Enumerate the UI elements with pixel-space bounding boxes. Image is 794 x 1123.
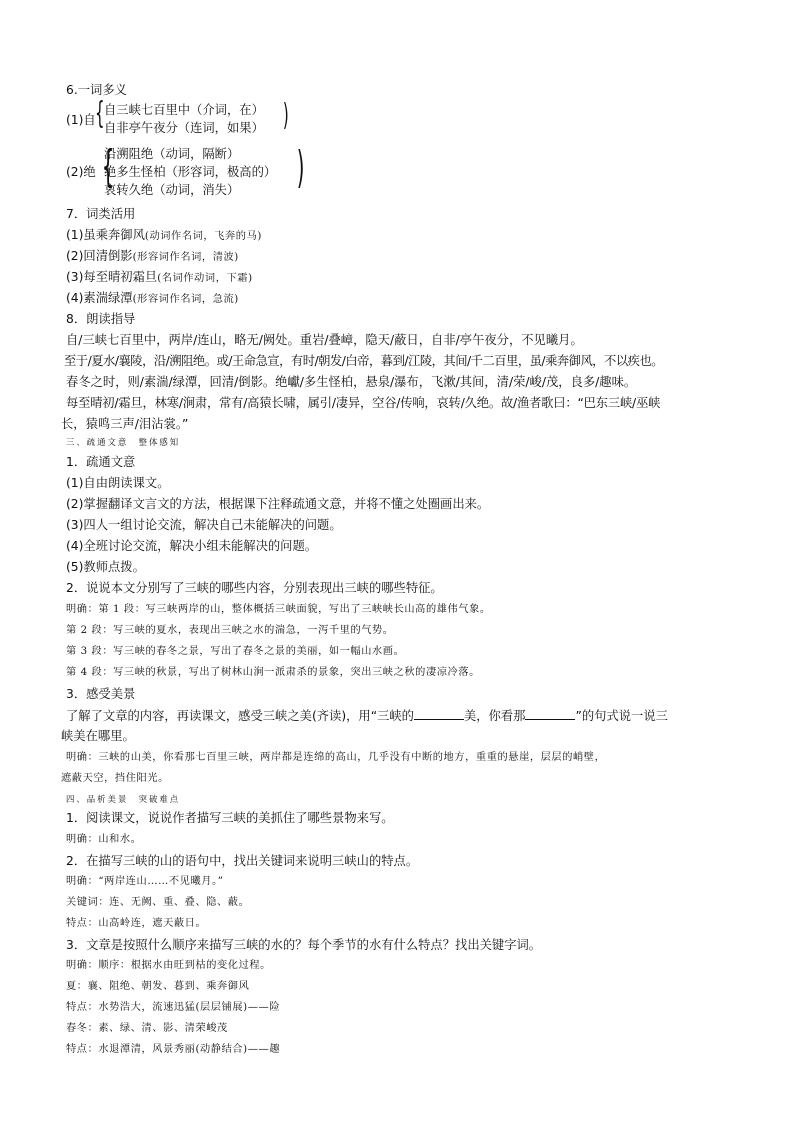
part-3-heading: 三、疏通文意 整体感知 <box>66 437 181 447</box>
right-paren-icon: ) <box>282 98 289 133</box>
answer-line: 明确：山和水。 <box>66 834 142 845</box>
group-2-item: 绝多生怪柏（形容词，极高的） <box>104 165 277 179</box>
answer-line: 第 4 段：写三峡的秋景，写出了树林山涧一派肃杀的景象，突出三峡之秋的凄凉冷落。 <box>66 667 480 678</box>
sub-title: 2．说说本文分别写了三峡的哪些内容，分别表现出三峡的哪些特征。 <box>66 581 443 595</box>
reading-line: 每至晴初/霜旦，林寒/涧肃，常有/高猿长啸，属引/凄异，空谷/传响，哀转/久绝。故/渔者歌曰：“巴东三峡/巫峡 <box>66 396 661 410</box>
list-item: (5)教师点拨。 <box>66 560 145 574</box>
usage-item: (3)每至晴初霜旦(名词作动词，下霜) <box>66 270 253 284</box>
fill-blank <box>414 705 464 720</box>
list-item: (2)掌握翻译文言文的方法，根据课下注释疏通文意，并将不懂之处圈画出来。 <box>66 497 490 511</box>
answer-line: 明确：第 1 段：写三峡两岸的山，整体概括三峡面貌，写出了三峡峡长山高的雄伟气象。 <box>66 604 491 615</box>
sub-title: 3．感受美景 <box>66 687 136 701</box>
group-1-item: 自三峡七百里中（介词，在） <box>104 103 264 117</box>
answer-line: 第 2 段：写三峡的夏水，表现出三峡之水的湍急，一泻千里的气势。 <box>66 625 394 636</box>
answer-line: 明确：顺序：根据水由旺到枯的变化过程。 <box>66 960 271 971</box>
section-8-title: 8．朗读指导 <box>66 312 136 326</box>
group-2-item: 沿溯阻绝（动词，隔断） <box>104 147 240 161</box>
answer-line: 遮蔽天空，挡住阳光。 <box>61 773 169 784</box>
answer-line: 春冬：素、绿、清、影、清荣峻茂 <box>66 1023 228 1034</box>
group-1-item: 自非亭午夜分（连词，如果） <box>104 121 264 135</box>
question-line: 2．在描写三峡的山的语句中，找出关键词来说明三峡山的特点。 <box>66 854 419 868</box>
list-item: (4)全班讨论交流，解决小组未能解决的问题。 <box>66 539 318 553</box>
question-line: 1．阅读课文，说说作者描写三峡的美抓住了哪些景物来写。 <box>66 811 394 825</box>
left-brace-icon: { <box>101 141 115 192</box>
right-paren-icon: ) <box>296 142 305 193</box>
usage-item: (2)回清倒影(形容词作名词，清波) <box>66 249 239 263</box>
group-2-label: (2)绝 <box>66 165 96 179</box>
answer-line: 关键词：连、无阙、重、叠、隐、蔽。 <box>66 897 250 908</box>
answer-line: 特点：水退潭清，风景秀丽(动静结合)——趣 <box>66 1044 281 1055</box>
part-4-heading: 四、品析美景 突破难点 <box>66 794 181 804</box>
prompt-line: 了解了文章的内容，再读课文，感受三峡之美(齐读)，用“三峡的 美，你看那 ”的句式说一说三 <box>66 705 668 726</box>
section-7-title: 7．词类活用 <box>66 207 136 221</box>
answer-line: 明确：三峡的山美，你看那七百里三峡，两岸都是连绵的高山，几乎没有中断的地方，重重的悬崖，层层的峭壁， <box>66 752 606 763</box>
answer-line: 特点：山高岭连，遮天蔽日。 <box>66 918 207 929</box>
answer-line: 特点：水势浩大，流速迅猛(层层铺展)——险 <box>66 1002 281 1013</box>
list-item: (3)四人一组讨论交流，解决自己未能解决的问题。 <box>66 518 342 532</box>
group-2-item: 哀转久绝（动词，消失） <box>104 183 240 197</box>
reading-line: 至于/夏水/襄陵，沿/溯阻绝。或/王命急宣，有时/朝发/白帝，暮到/江陵，其间/千二百里，虽/乘奔御风，不以疾也。 <box>64 354 664 368</box>
reading-line: 春冬之时，则/素湍/绿潭，回清/倒影。绝巘/多生怪柏，悬泉/瀑布，飞漱/其间，清/荣/峻/茂，良多/趣味。 <box>66 375 637 389</box>
answer-line: 第 3 段：写三峡的春冬之景，写出了春冬之景的美丽，如一幅山水画。 <box>66 646 405 657</box>
reading-line: 长，猿鸣三声/泪沾裳。” <box>61 417 189 431</box>
question-line: 3．文章是按照什么顺序来描写三峡的水的？每个季节的水有什么特点？找出关键字词。 <box>66 938 542 952</box>
fill-blank <box>525 705 575 720</box>
reading-line: 自/三峡七百里中，两岸/连山，略无/阙处。重岩/叠嶂，隐天/蔽日，自非/亭午夜分，不见曦月。 <box>66 333 583 347</box>
answer-line: 夏：襄、阻绝、朝发、暮到、乘奔御风 <box>66 981 250 992</box>
sub-title: 1．疏通文意 <box>66 455 136 469</box>
answer-line: 明确：“两岸连山……不见曦月。” <box>66 876 224 887</box>
list-item: (1)自由朗读课文。 <box>66 476 170 490</box>
prompt-line: 峡美在哪里。 <box>61 729 135 743</box>
usage-item: (4)素湍绿潭(形容词作名词，急流) <box>66 291 239 305</box>
left-brace-icon: { <box>95 96 105 131</box>
group-1-label: (1)自 <box>66 113 96 127</box>
section-6-title: 6.一词多义 <box>66 83 127 97</box>
usage-item: (1)虽乘奔御风(动词作名词，飞奔的马) <box>66 228 262 242</box>
